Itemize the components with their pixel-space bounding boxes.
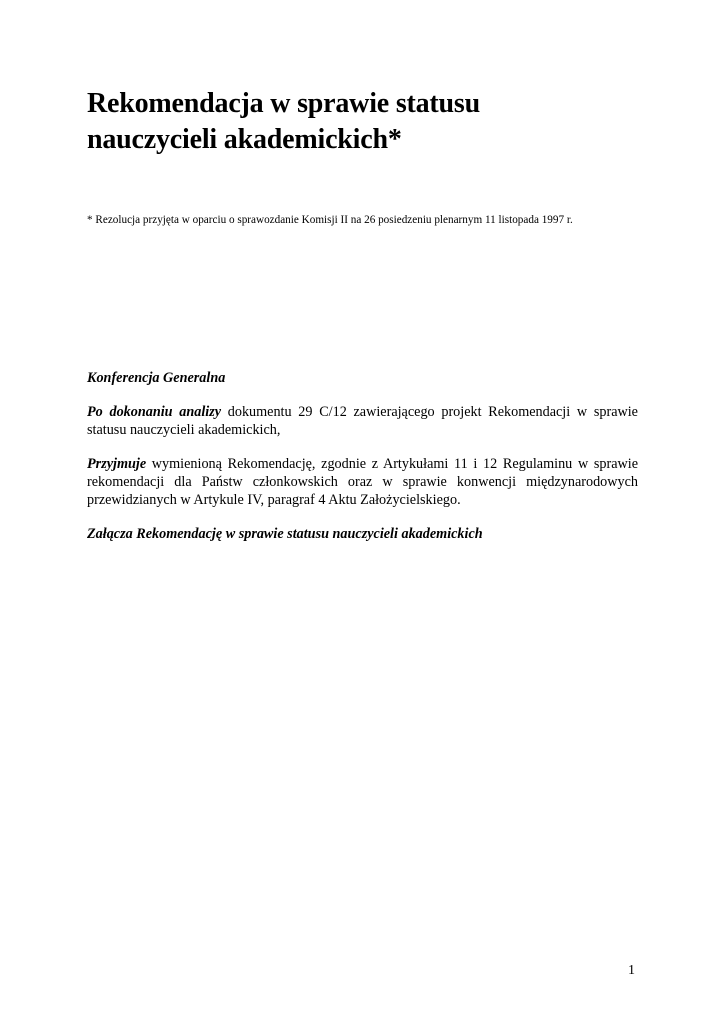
page-number: 1 — [628, 963, 635, 978]
title-line-1: Rekomendacja w sprawie statusu — [87, 88, 481, 119]
section-heading: Konferencja Generalna — [87, 370, 226, 386]
paragraph-analysis — [87, 403, 638, 439]
document-body — [87, 369, 638, 559]
footnote: * Rezolucja przyjęta w oparciu o sprawozdanie Komisji II na 26 posiedzeniu plenarnym 11 listopada 1997 r. — [87, 214, 573, 226]
closing-line: Załącza Rekomendację w sprawie statusu nauczycieli akademickich — [87, 526, 483, 542]
paragraph-text: wymienioną Rekomendację, zgodnie z Artykułami 11 i 12 Regulaminu w sprawie rekomendacji dla Państw członkowskich oraz w sprawie konwencji międzynarodowych przewidzianych w Artykule IV, paragraf 4 Aktu Założycielskiego. — [87, 456, 638, 508]
paragraph-lead: Po dokonaniu analizy — [87, 404, 222, 420]
title-line-2: nauczycieli akademickich* — [87, 124, 402, 155]
paragraph-adopts — [87, 455, 638, 509]
paragraph-text: dokumentu 29 C/12 zawierającego projekt Rekomendacji w sprawie statusu nauczycieli akademickich, — [87, 404, 638, 438]
paragraph-lead: Przyjmuje — [87, 456, 147, 472]
document-title — [87, 86, 647, 158]
